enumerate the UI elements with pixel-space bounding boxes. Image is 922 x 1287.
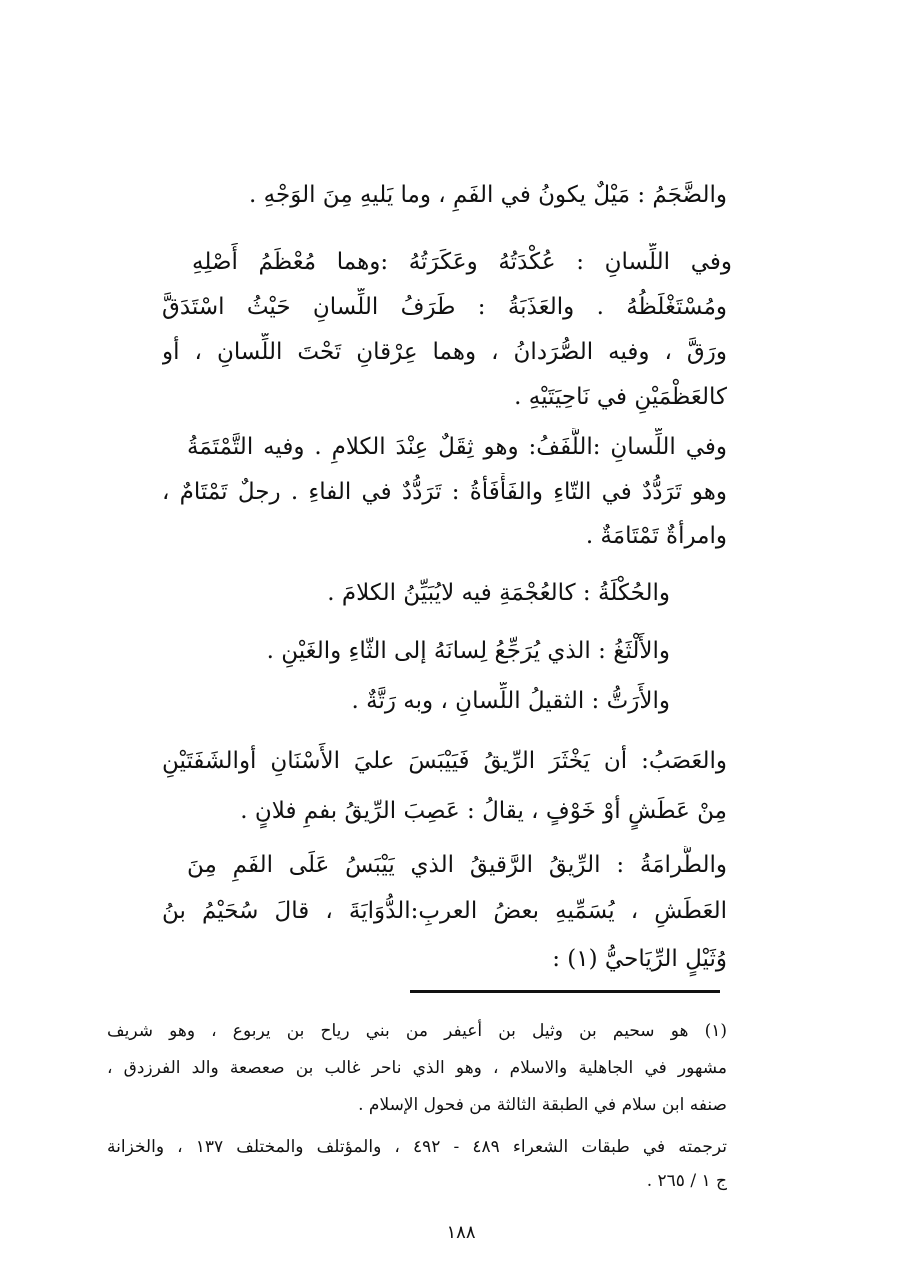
footnote-line: ترجمته في طبقات الشعراء ٤٨٩ - ٤٩٢ ، والمؤتلف والمختلف ١٣٧ ، والخزانة [107,1137,727,1157]
footnote-line: ج ١ / ٢٦٥ . [646,1171,727,1191]
text-line: والأَرَتُّ : الثقيلُ اللِّسانِ ، وبه رَتَّةٌ . [351,688,670,714]
text-line: وفي اللِّسانِ : عُكْدَتُهُ وعَكَرَتُهُ :وهما مُعْظَمُ أَصْلِهِ [192,249,732,275]
text-line: وامرأةٌ تَمْتَامَةٌ . [585,523,727,549]
text-line: مِنْ عَطَشٍ أوْ خَوْفٍ ، يقالُ : عَصِبَ الرِّيقُ بفمِ فلانٍ . [240,798,727,824]
text-line: والحُكْلَةُ : كالعُجْمَةِ فيه لايُبَيِّنُ الكلامَ . [327,580,670,606]
footnote-line: صنفه ابن سلام في الطبقة الثالثة من فحول الإسلام . [358,1095,727,1115]
text-line: وُثَيْلٍ الرِّيَاحيُّ (١) : [552,946,727,972]
text-line: ورَقَّ ، وفيه الصُّرَدانُ ، وهما عِرْقانِ تَحْتَ اللِّسانِ ، أو [162,339,727,365]
footnote-separator [410,990,720,993]
text-line: وفي اللِّسانِ :اللَّفَفُ: وهو ثِقَلٌ عِنْدَ الكلامِ . وفيه التَّمْتَمَةُ [187,434,727,460]
footnote-line: مشهور في الجاهلية والاسلام ، وهو الذي ناحر غالب بن صعصعة والد الفرزدق ، [107,1058,727,1078]
text-line: والأَلْثَغُ : الذي يُرَجِّعُ لِسانَهُ إلى الثّاءِ والغَيْنِ . [266,638,670,664]
text-line: والعَصَبُ: أن يَخْثَرَ الرِّيقُ فَيَيْبَسَ عليَ الأَسْنَانِ أوالشَفَتَيْنِ [162,748,727,774]
text-line: ومُسْتَغْلَظُهُ . والعَذَبَةُ : طَرَفُ اللِّسانِ حَيْثُ اسْتَدَقَّ [162,294,727,320]
text-line: والضَّجَمُ : مَيْلٌ يكونُ في الفَمِ ، وما يَليهِ مِنَ الوَجْهِ . [249,182,727,208]
text-line: والطُّرامَةُ : الرِّيقُ الرَّقيقُ الذي يَيْبَسُ عَلَى الفَمِ مِنَ [187,852,727,878]
text-line: العَطَشِ ، يُسَمِّيهِ بعضُ العربِ:الدُّوَايَةَ ، قالَ سُحَيْمُ بنُ [162,898,727,924]
text-line: وهو تَرَدُّدٌ في التّاءِ والفَأْفَأةُ : تَرَدُّدٌ في الفاءِ . رجلٌ تَمْتَامٌ ، [162,479,727,505]
footnote-line: (١) هو سحيم بن وثيل بن أعيفر من بني رياح بن يربوع ، وهو شريف [107,1021,727,1041]
text-line: كالعَظْمَيْنِ في نَاحِيَتَيْهِ . [514,384,727,410]
page-number: ١٨٨ [446,1222,476,1243]
